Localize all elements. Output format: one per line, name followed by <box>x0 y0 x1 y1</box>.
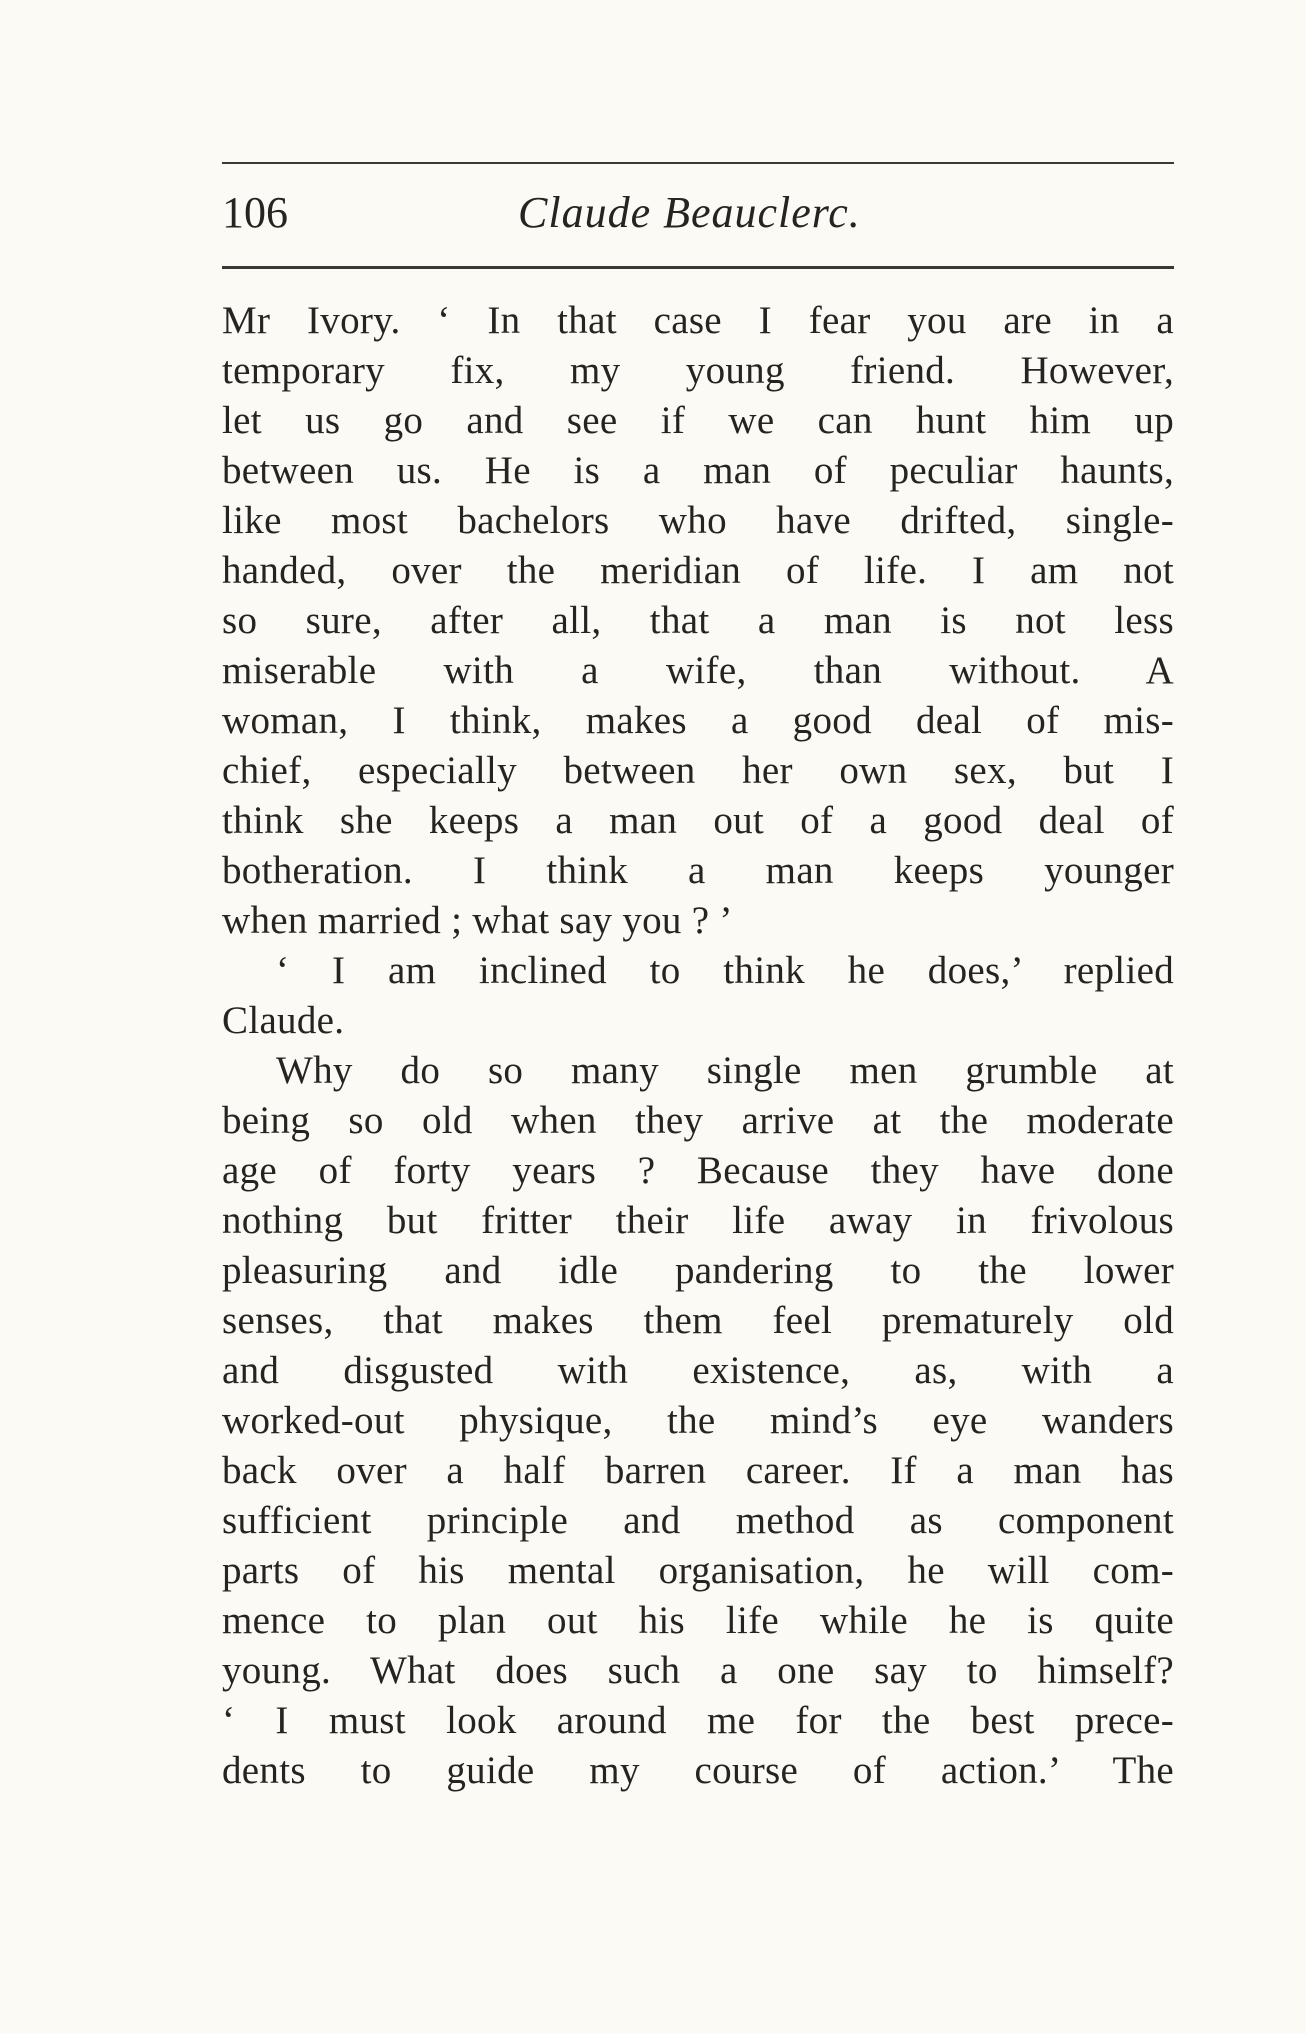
text-line: botheration. I think a man keeps younger <box>222 849 1174 892</box>
text-line: Mr Ivory. ‘ In that case I fear you are in a <box>222 299 1174 342</box>
text-line: so sure, after all, that a man is not less <box>222 599 1174 642</box>
running-title: Claude Beauclerc. <box>518 188 861 237</box>
body-text <box>222 296 1174 1796</box>
text-line: between us. He is a man of peculiar haunts, <box>222 449 1174 492</box>
text-line: nothing but fritter their life away in frivolous <box>222 1199 1174 1242</box>
text-line: young. What does such a one say to himself? <box>222 1649 1174 1692</box>
text-line: pleasuring and idle pandering to the lower <box>222 1249 1174 1292</box>
text-line: back over a half barren career. If a man has <box>222 1449 1174 1492</box>
text-line: ‘ I must look around me for the best prece- <box>222 1699 1174 1742</box>
text-line: handed, over the meridian of life. I am not <box>222 549 1174 592</box>
text-line: woman, I think, makes a good deal of mis- <box>222 699 1174 742</box>
running-head <box>222 178 1174 248</box>
text-line: being so old when they arrive at the moderate <box>222 1099 1174 1142</box>
header-top-rule <box>222 162 1174 164</box>
text-line: ‘ I am inclined to think he does,’ replied <box>276 949 1174 992</box>
text-line: and disgusted with existence, as, with a <box>222 1349 1174 1392</box>
text-line: think she keeps a man out of a good deal of <box>222 799 1174 842</box>
text-line: chief, especially between her own sex, but I <box>222 749 1174 792</box>
text-line: mence to plan out his life while he is quite <box>222 1599 1174 1642</box>
text-line: when married ; what say you ? ’ <box>222 899 733 942</box>
text-line: temporary fix, my young friend. However, <box>222 349 1174 392</box>
text-line: senses, that makes them feel prematurely old <box>222 1299 1174 1342</box>
text-line: dents to guide my course of action.’ The <box>222 1749 1174 1792</box>
text-line: parts of his mental organisation, he will com- <box>222 1549 1174 1592</box>
text-line: like most bachelors who have drifted, single- <box>222 499 1174 542</box>
text-line: miserable with a wife, than without. A <box>222 649 1174 692</box>
text-line: sufficient principle and method as component <box>222 1499 1174 1542</box>
text-line: age of forty years ? Because they have done <box>222 1149 1174 1192</box>
page-number: 106 <box>222 188 288 237</box>
text-line: Claude. <box>222 999 345 1042</box>
text-line: worked-out physique, the mind’s eye wanders <box>222 1399 1174 1442</box>
header-bottom-rule <box>222 266 1174 269</box>
text-line: let us go and see if we can hunt him up <box>222 399 1174 442</box>
text-line: Why do so many single men grumble at <box>276 1049 1174 1092</box>
